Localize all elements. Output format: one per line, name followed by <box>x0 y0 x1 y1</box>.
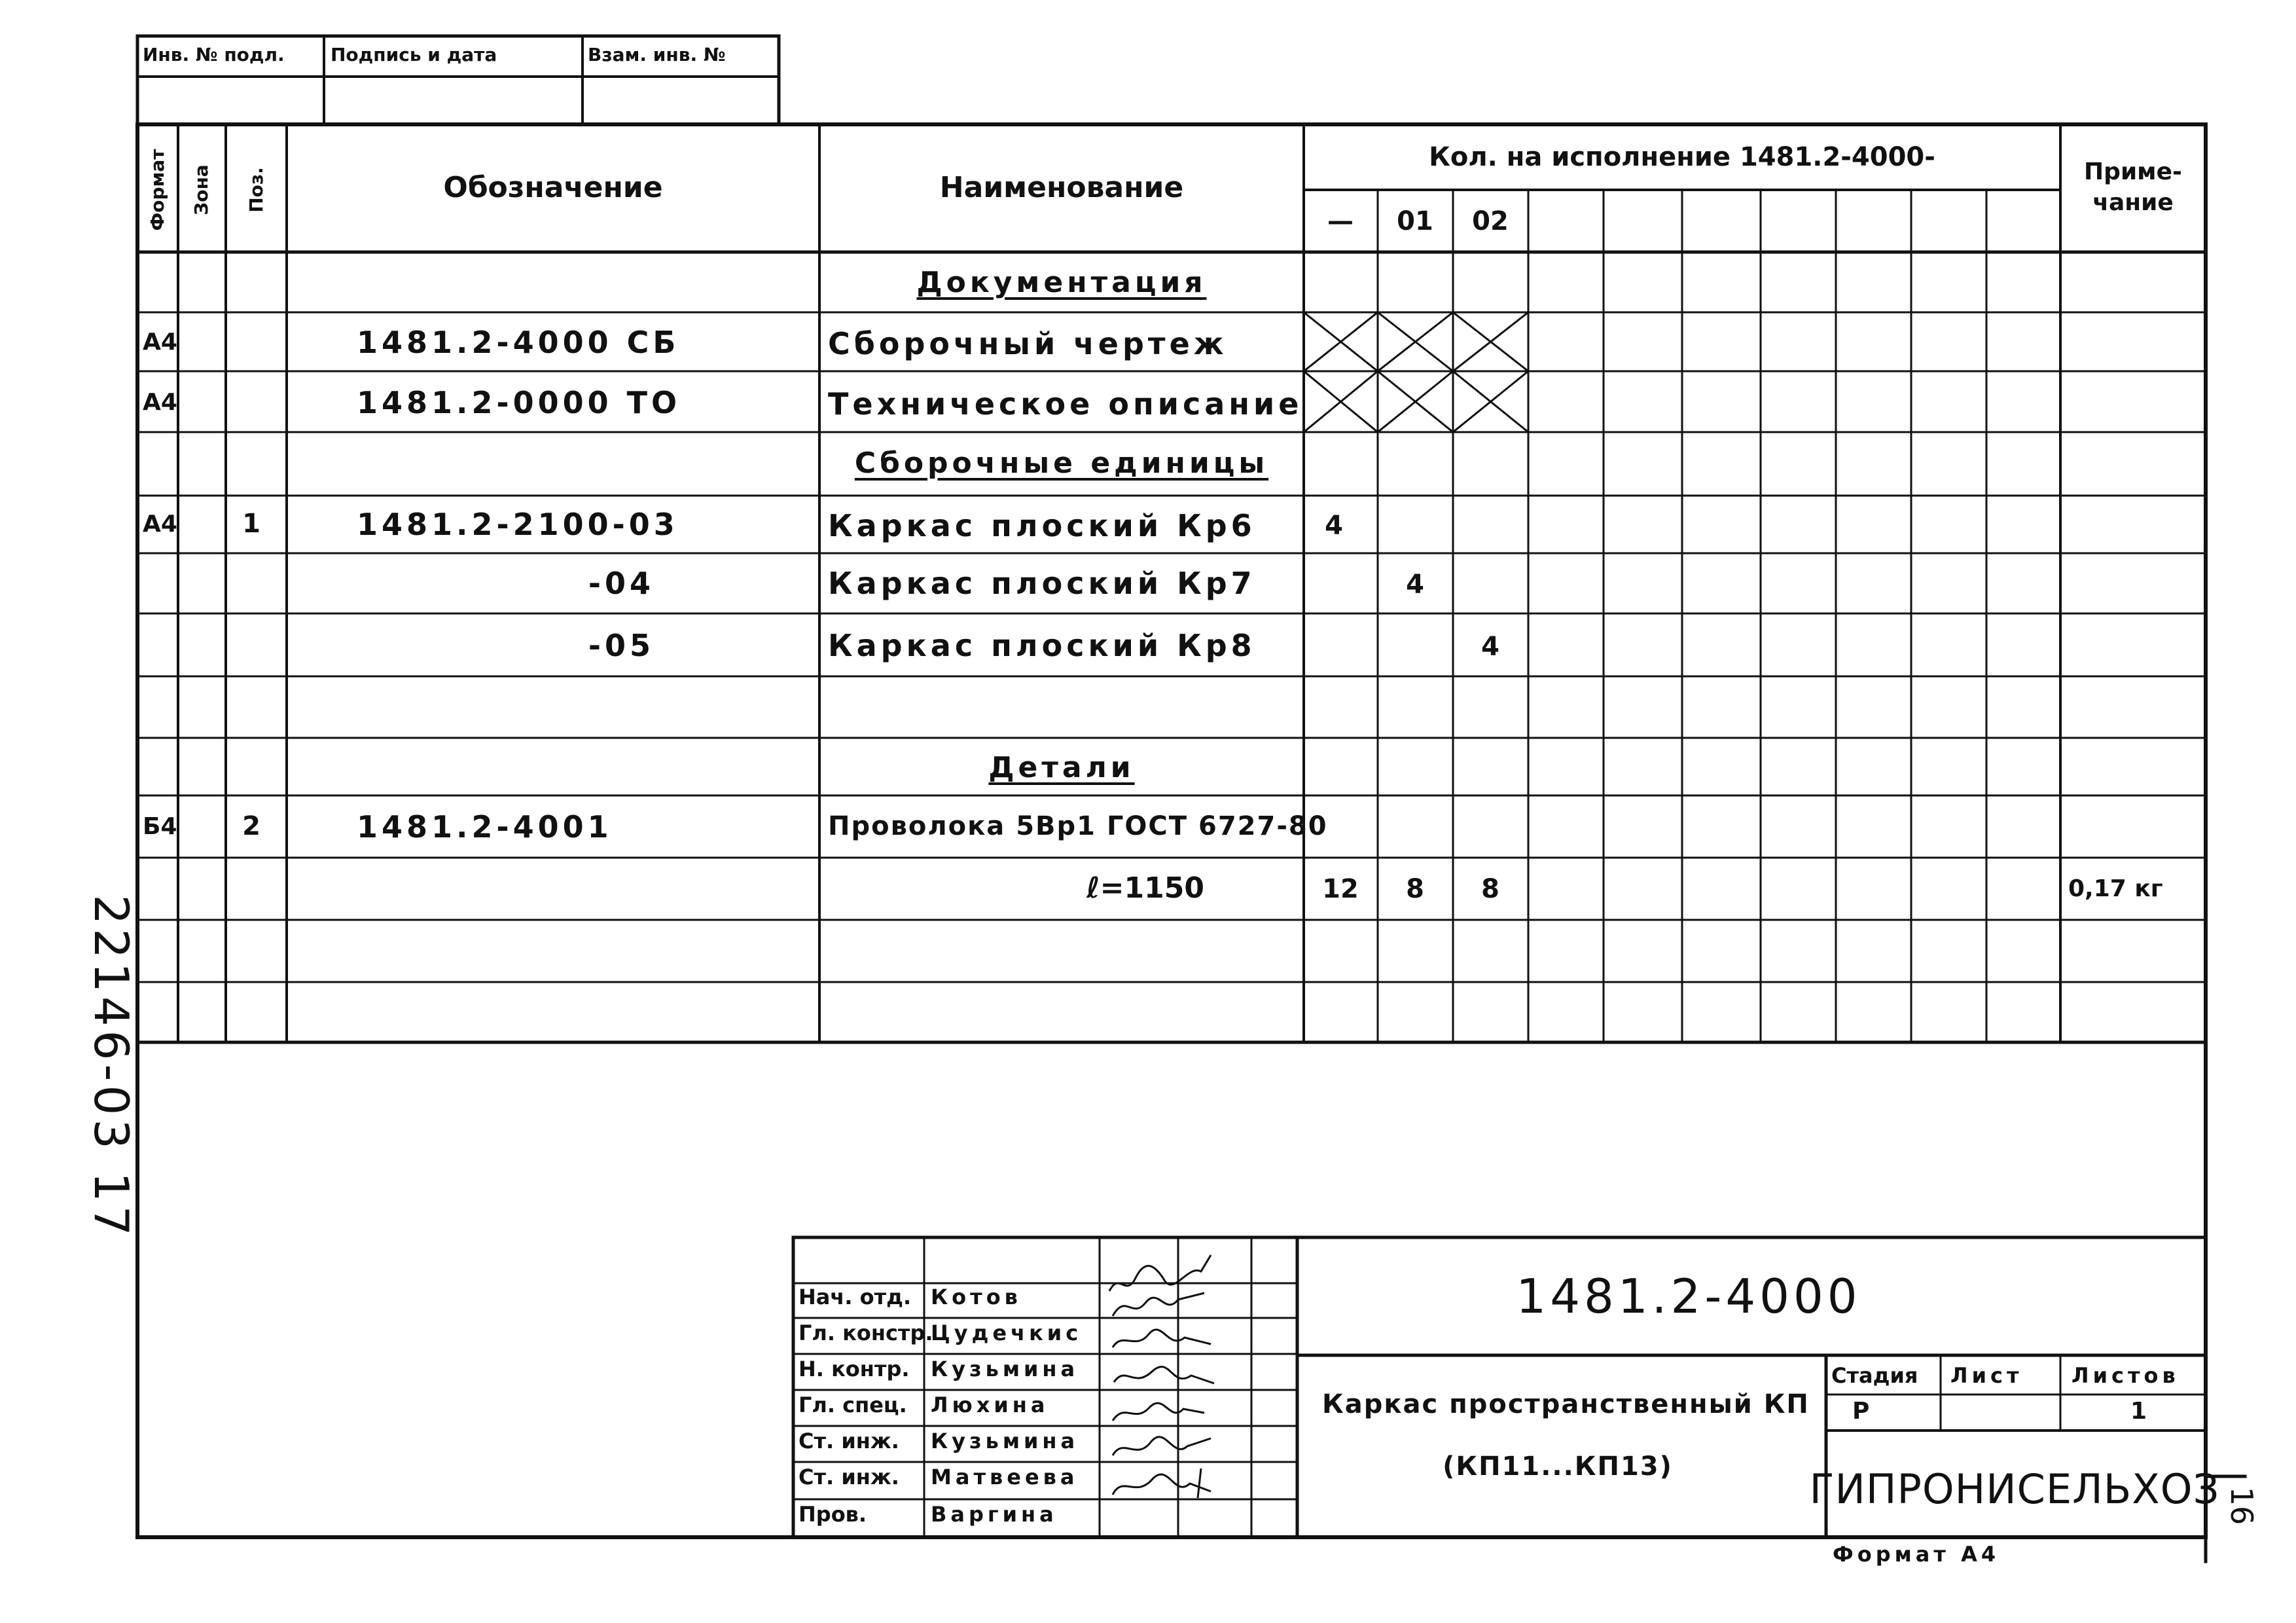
header-name: Наименование <box>939 171 1184 204</box>
role-label: Ст. инж. <box>798 1465 899 1489</box>
header-format: Формат <box>147 149 168 231</box>
signature-6 <box>1106 1429 1224 1465</box>
signature-4 <box>1106 1357 1224 1393</box>
person-name: Варгина <box>931 1502 1058 1527</box>
person-name: Кузьмина <box>931 1429 1079 1453</box>
signature-2 <box>1106 1286 1224 1322</box>
row-format: А4 <box>143 329 177 356</box>
header-variant-02: 02 <box>1472 206 1509 236</box>
person-name: Котов <box>931 1285 1022 1309</box>
row-qty-02: 4 <box>1481 632 1499 662</box>
row-qty-01: 8 <box>1406 874 1424 904</box>
row-designation: -05 <box>588 628 655 663</box>
row-name: Сборочный чертеж <box>828 326 1228 361</box>
stage-value: Р <box>1852 1398 1870 1425</box>
role-label: Гл. спец. <box>798 1393 907 1417</box>
row-qty-02: 8 <box>1481 874 1499 904</box>
row-name: Каркас плоский Кр6 <box>828 508 1256 543</box>
row-designation: 1481.2-0000 ТО <box>357 385 681 420</box>
person-name: Матвеева <box>931 1465 1079 1489</box>
person-name: Цудечкис <box>931 1321 1083 1345</box>
document-code: 1481.2-4000 <box>1516 1269 1861 1324</box>
stamp-sign-date-label: Подпись и дата <box>331 44 497 65</box>
row-name: Каркас плоский Кр7 <box>828 566 1256 601</box>
role-label: Пров. <box>798 1502 867 1527</box>
header-variant-01: 01 <box>1397 206 1433 236</box>
role-label: Ст. инж. <box>798 1429 899 1453</box>
row-pos: 2 <box>242 811 260 841</box>
row-name: Проволока 5Вр1 ГОСТ 6727-80 <box>828 811 1328 841</box>
header-variant-base: — <box>1327 206 1354 236</box>
document-title-line1: Каркас пространственный КП <box>1322 1389 1810 1419</box>
header-note: Приме- чание <box>2084 158 2182 216</box>
row-qty-base: 12 <box>1322 874 1359 904</box>
row-format: А4 <box>143 511 177 538</box>
person-name: Люхина <box>931 1393 1049 1417</box>
stamp-inv-label: Инв. № подл. <box>143 44 285 65</box>
sheets-label: Листов <box>2072 1363 2179 1388</box>
sheet-label: Лист <box>1950 1363 2023 1388</box>
row-format: Б4 <box>143 813 177 840</box>
left-margin-number: 22146-03 17 <box>84 894 139 1240</box>
row-name: ℓ=1150 <box>1086 871 1204 905</box>
page-number: 16 <box>2224 1486 2259 1525</box>
row-pos: 1 <box>242 509 260 539</box>
header-designation: Обозначение <box>443 171 663 204</box>
row-name: Техническое описание <box>828 386 1303 422</box>
row-note: 0,17 кг <box>2068 875 2163 902</box>
signature-7 <box>1106 1465 1224 1504</box>
signature-5 <box>1106 1393 1224 1429</box>
row-format: А4 <box>143 389 177 416</box>
section-heading-documentation: Документация <box>916 266 1207 299</box>
row-designation: 1481.2-2100-03 <box>357 507 679 542</box>
header-pos: Поз. <box>245 167 267 213</box>
document-title-line2: (КП11...КП13) <box>1443 1451 1673 1482</box>
row-designation: 1481.2-4001 <box>357 809 613 845</box>
stage-label: Стадия <box>1831 1363 1918 1388</box>
row-qty-base: 4 <box>1325 511 1343 541</box>
sheets-value: 1 <box>2130 1398 2147 1425</box>
person-name: Кузьмина <box>931 1357 1079 1381</box>
section-heading-details: Детали <box>988 751 1135 784</box>
role-label: Нач. отд. <box>798 1285 912 1309</box>
header-qty: Кол. на исполнение 1481.2-4000- <box>1429 142 1935 172</box>
role-label: Н. контр. <box>798 1357 910 1381</box>
role-label: Гл. констр. <box>798 1321 933 1345</box>
row-designation: 1481.2-4000 СБ <box>357 325 680 360</box>
row-qty-01: 4 <box>1406 570 1424 600</box>
header-zone: Зона <box>190 164 212 215</box>
signature-3 <box>1106 1321 1224 1357</box>
row-name: Каркас плоский Кр8 <box>828 628 1256 663</box>
section-heading-assemblies: Сборочные единицы <box>854 447 1269 480</box>
organization-name: ГИПРОНИСЕЛЬХОЗ <box>1809 1465 2220 1513</box>
format-note: Формат А4 <box>1833 1542 2000 1567</box>
row-designation: -04 <box>588 566 655 601</box>
stamp-replace-label: Взам. инв. № <box>588 44 726 65</box>
